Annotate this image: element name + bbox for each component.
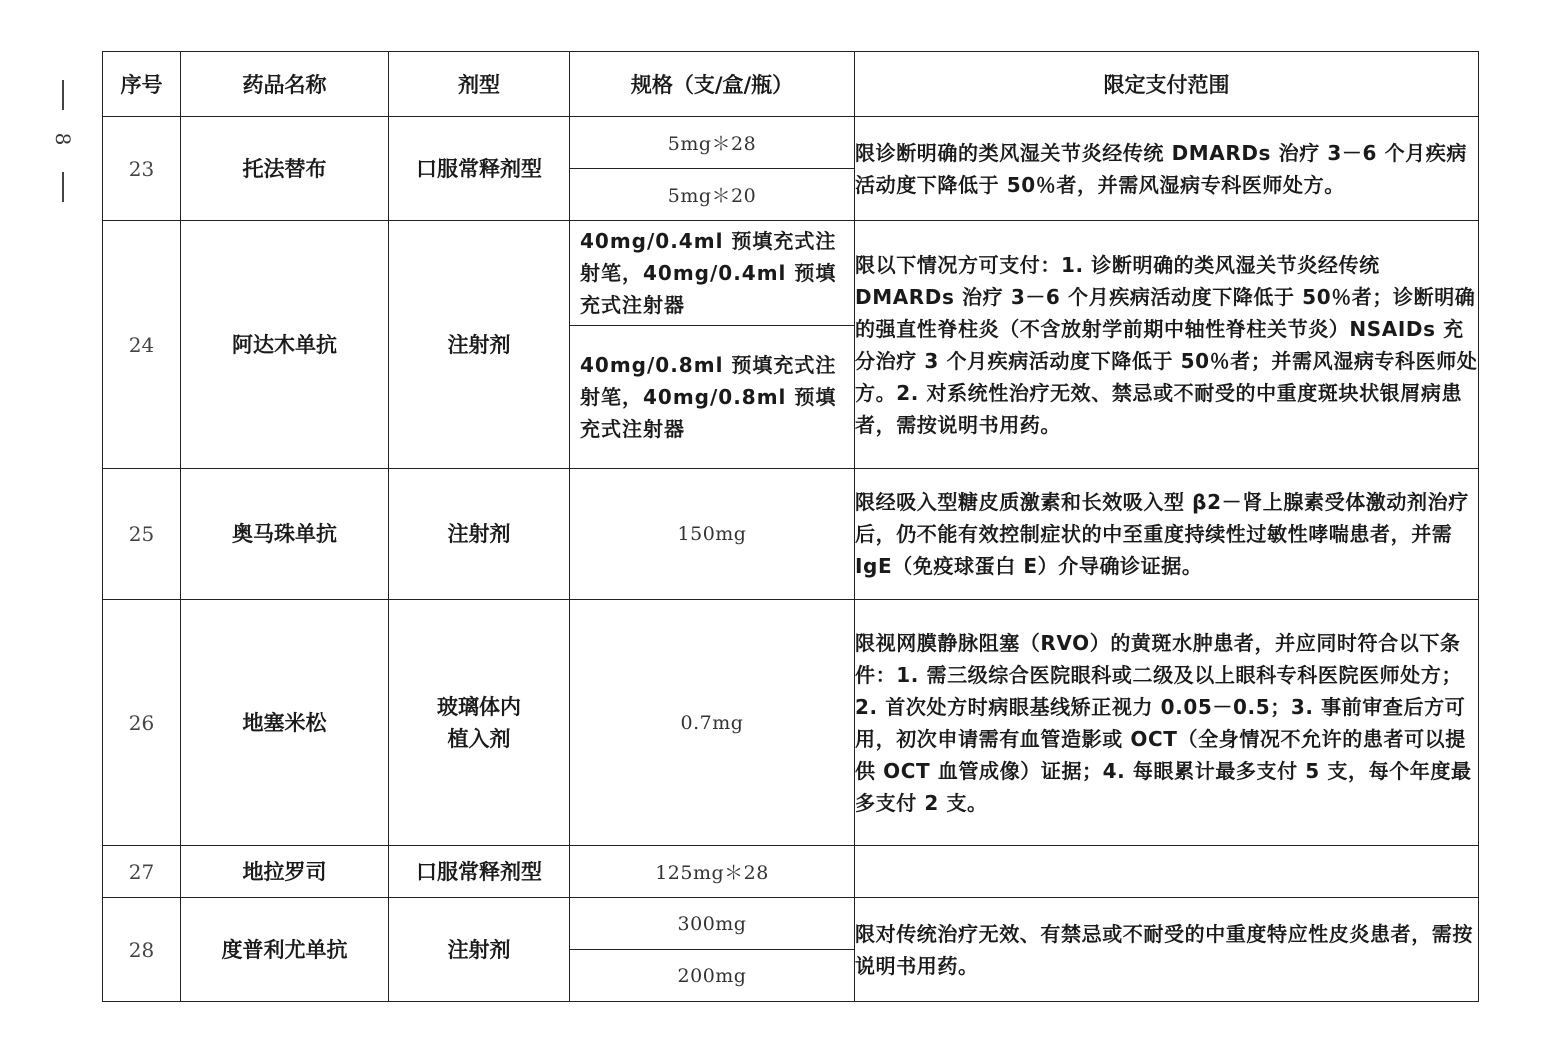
- drug-name: 度普利尤单抗: [181, 898, 389, 1002]
- drug-name: 地拉罗司: [181, 846, 389, 898]
- row-no: 27: [103, 846, 181, 898]
- table-header-row: [103, 52, 1479, 117]
- page-number-marker: [50, 80, 76, 202]
- payment-scope: 限以下情况方可支付：1. 诊断明确的类风湿关节炎经传统 DMARDs 治疗 3－6 个月疾病活动度下降低于 50％者；诊断明确的强直性脊柱炎（不含放射学前期中轴性脊柱关节炎）NSAIDs 充分治疗 3 个月疾病活动度下降低于 50％者；并需风湿病专科医师处方。2. 对系统性治疗无效、禁忌或不耐受的中重度斑块状银屑病患者，需按说明书用药。: [855, 221, 1479, 469]
- page-number: 8: [51, 132, 75, 146]
- spec-cell: 125mg＊28: [570, 846, 855, 898]
- table-row: [103, 600, 1479, 846]
- row-no: 28: [103, 898, 181, 1002]
- dosage-form: 玻璃体内植入剂: [389, 600, 570, 846]
- row-no: 26: [103, 600, 181, 846]
- drug-name: 托法替布: [181, 117, 389, 221]
- table-row: [103, 469, 1479, 600]
- payment-scope: 限视网膜静脉阻塞（RVO）的黄斑水肿患者，并应同时符合以下条件：1. 需三级综合医院眼科或二级及以上眼科专科医院医师处方；2. 首次处方时病眼基线矫正视力 0.05－0.5；3. 事前审查后方可用，初次申请需有血管造影或 OCT（全身情况不允许的患者可以提供 OCT 血管成像）证据；4. 每眼累计最多支付 5 支，每个年度最多支付 2 支。: [855, 600, 1479, 846]
- payment-scope: 限诊断明确的类风湿关节炎经传统 DMARDs 治疗 3－6 个月疾病活动度下降低于 50％者，并需风湿病专科医师处方。: [855, 117, 1479, 221]
- dosage-form: 口服常释剂型: [389, 117, 570, 221]
- dosage-form: 注射剂: [389, 221, 570, 469]
- spec-cell: 0.7mg: [570, 600, 855, 846]
- spec-cell: 40mg/0.4ml 预填充式注射笔，40mg/0.4ml 预填充式注射器: [570, 221, 855, 326]
- payment-scope: [855, 846, 1479, 898]
- row-no: 24: [103, 221, 181, 469]
- payment-scope: 限经吸入型糖皮质激素和长效吸入型 β2－肾上腺素受体激动剂治疗后，仍不能有效控制症状的中至重度持续性过敏性哮喘患者，并需 IgE（免疫球蛋白 E）介导确诊证据。: [855, 469, 1479, 600]
- header-no: 序号: [103, 52, 181, 117]
- spec-cell: 5mg＊20: [570, 169, 855, 221]
- payment-scope: 限对传统治疗无效、有禁忌或不耐受的中重度特应性皮炎患者，需按说明书用药。: [855, 898, 1479, 1002]
- table-row: [103, 898, 1479, 950]
- spec-cell: 5mg＊28: [570, 117, 855, 169]
- drug-name: 地塞米松: [181, 600, 389, 846]
- drug-name: 奥马珠单抗: [181, 469, 389, 600]
- drug-name: 阿达木单抗: [181, 221, 389, 469]
- drug-payment-table: [102, 51, 1479, 1002]
- page-mark-dash-top: [62, 80, 64, 110]
- spec-cell: 150mg: [570, 469, 855, 600]
- header-payment-scope: 限定支付范围: [855, 52, 1479, 117]
- table-row: [103, 221, 1479, 326]
- row-no: 25: [103, 469, 181, 600]
- dosage-form: 注射剂: [389, 469, 570, 600]
- spec-cell: 40mg/0.8ml 预填充式注射笔，40mg/0.8ml 预填充式注射器: [570, 326, 855, 469]
- header-drug-name: 药品名称: [181, 52, 389, 117]
- dosage-form: 注射剂: [389, 898, 570, 1002]
- dosage-form: 口服常释剂型: [389, 846, 570, 898]
- header-dosage-form: 剂型: [389, 52, 570, 117]
- spec-cell: 200mg: [570, 950, 855, 1002]
- page-mark-dash-bottom: [62, 172, 64, 202]
- row-no: 23: [103, 117, 181, 221]
- spec-cell: 300mg: [570, 898, 855, 950]
- header-spec: 规格（支/盒/瓶）: [570, 52, 855, 117]
- table-row: [103, 117, 1479, 169]
- table-row: [103, 846, 1479, 898]
